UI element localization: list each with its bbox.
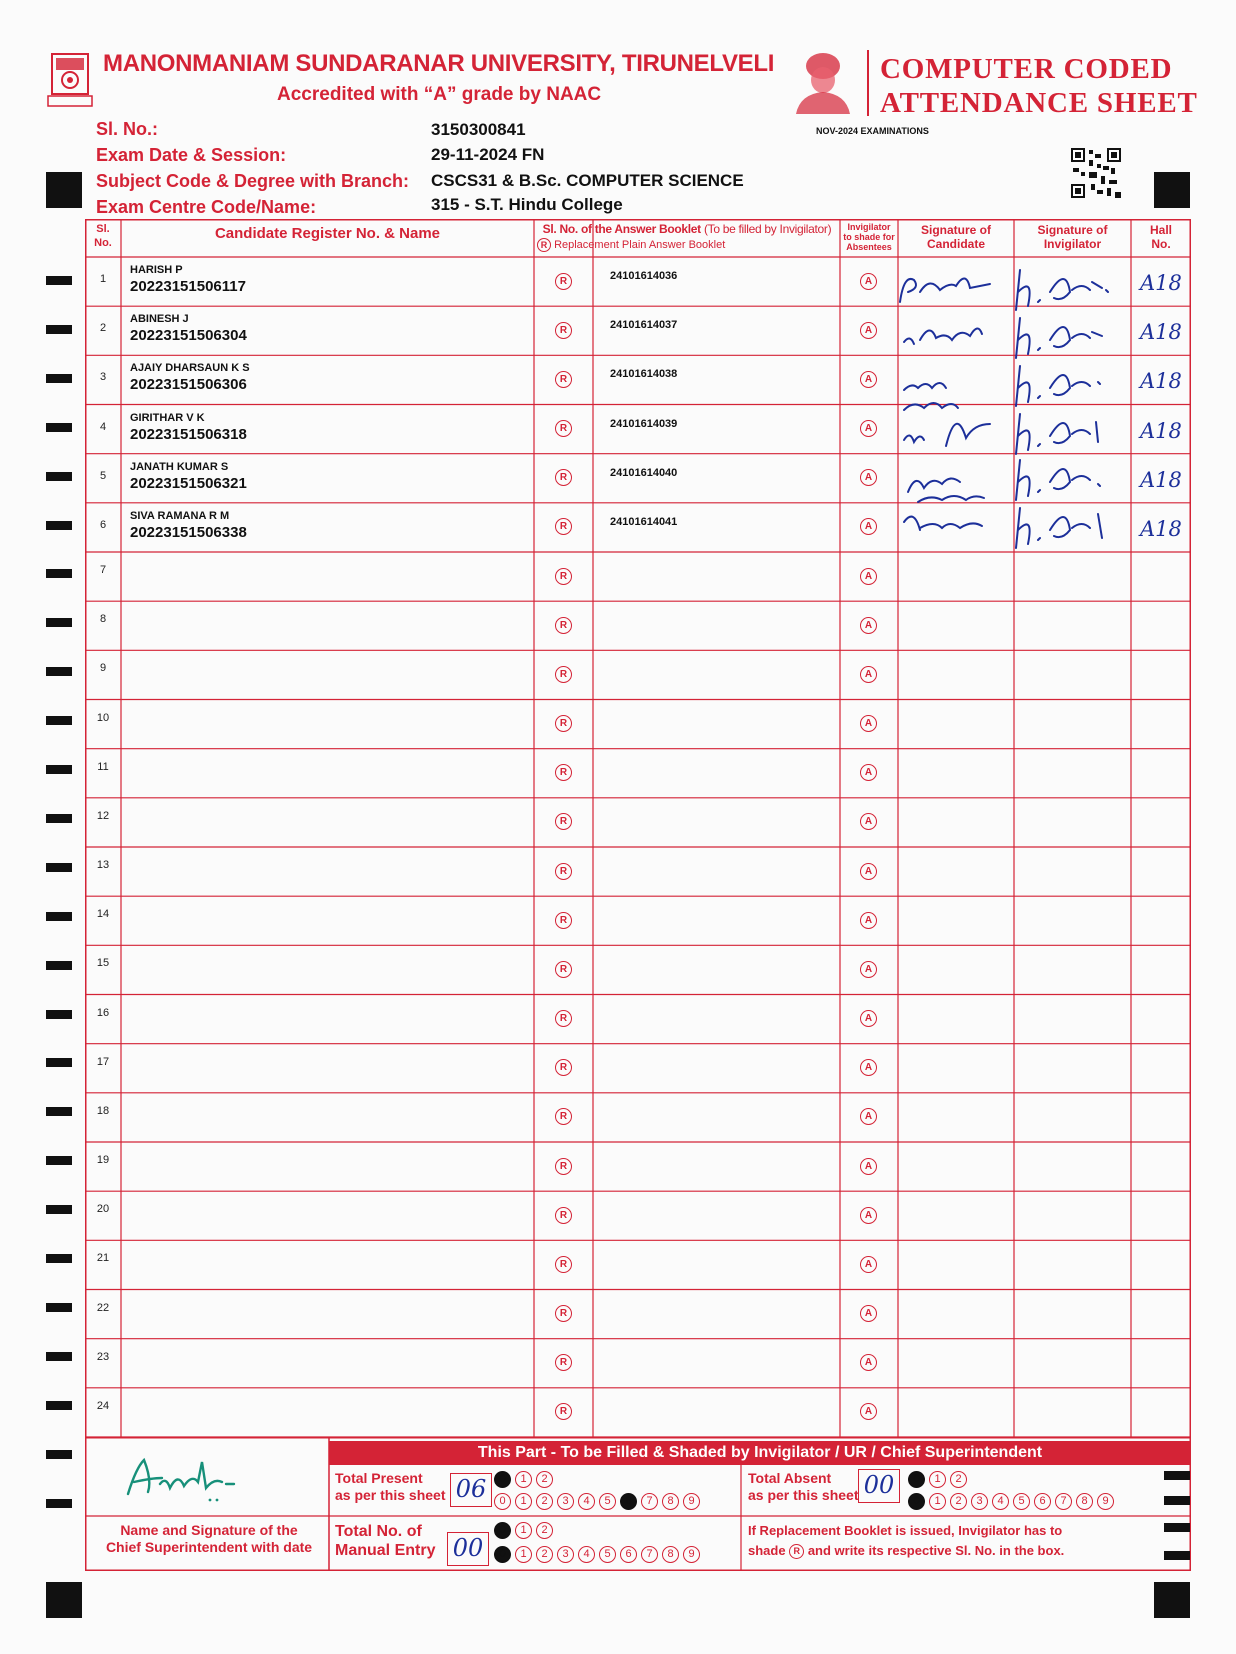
replacement-note-line1: If Replacement Booklet is issued, Invigilator has to bbox=[748, 1523, 1063, 1538]
header-sig-candidate bbox=[898, 223, 1014, 251]
row-number: 7 bbox=[99, 564, 107, 576]
replacement-bubble[interactable]: R bbox=[555, 420, 572, 437]
candidate-name: JANATH KUMAR S bbox=[130, 460, 229, 473]
timing-mark bbox=[46, 521, 72, 530]
absent-label-line1: Total Absent bbox=[748, 1470, 832, 1486]
absentee-bubble[interactable]: A bbox=[860, 1305, 877, 1322]
present-label-line1: Total Present bbox=[335, 1470, 423, 1486]
digit-bubble[interactable]: 2 bbox=[536, 1522, 553, 1539]
timing-mark bbox=[46, 472, 72, 481]
candidate-name: ABINESH J bbox=[130, 313, 189, 326]
digit-bubble[interactable]: 1 bbox=[929, 1471, 946, 1488]
sl-no-label: Sl. No.: bbox=[96, 119, 158, 139]
timing-mark bbox=[46, 1010, 72, 1019]
register-number: 20223151506318 bbox=[130, 425, 247, 443]
header-sl-line1: Sl. bbox=[96, 223, 110, 235]
header-booklet bbox=[534, 222, 840, 236]
header-sl-line2: No. bbox=[94, 237, 112, 249]
manual-label-line1: Total No. of bbox=[335, 1523, 422, 1540]
corner-mark-top-right bbox=[1154, 172, 1190, 208]
digit-bubble[interactable]: 0 bbox=[494, 1471, 511, 1488]
replacement-bubble[interactable]: R bbox=[555, 764, 572, 781]
row-number: 16 bbox=[96, 1006, 110, 1019]
replacement-bubble[interactable]: R bbox=[555, 1108, 572, 1125]
digit-bubble[interactable]: 0 bbox=[908, 1471, 925, 1488]
absentee-bubble[interactable]: A bbox=[860, 1108, 877, 1125]
absentee-bubble[interactable]: A bbox=[860, 469, 877, 486]
corner-mark-top-left bbox=[46, 172, 82, 208]
replacement-note-symbol-icon: R bbox=[789, 1544, 804, 1559]
hall-number: A18 bbox=[1140, 467, 1182, 492]
timing-mark bbox=[46, 423, 72, 432]
timing-mark bbox=[46, 1352, 72, 1361]
chief-superintendent-label bbox=[88, 1522, 330, 1556]
digit-bubble[interactable]: 4 bbox=[578, 1493, 595, 1510]
row-number: 12 bbox=[96, 809, 110, 822]
header-replacement bbox=[537, 238, 837, 252]
register-number: 20223151506321 bbox=[130, 474, 247, 492]
row-number: 19 bbox=[96, 1154, 110, 1166]
hall-number: A18 bbox=[1140, 418, 1182, 443]
header-booklet-title: Sl. No. of the Answer Booklet bbox=[542, 222, 701, 236]
replacement-bubble[interactable]: R bbox=[555, 715, 572, 732]
replacement-bubble[interactable]: R bbox=[555, 617, 572, 634]
header-absent-line1: Invigilator bbox=[847, 222, 891, 232]
hall-number: A18 bbox=[1140, 320, 1182, 345]
candidate-name: HARISH P bbox=[130, 264, 183, 276]
header-sl-no bbox=[85, 222, 121, 250]
timing-mark bbox=[46, 961, 72, 970]
footer-banner: This Part - To be Filled & Shaded by Invigilator / UR / Chief Superintendent bbox=[329, 1441, 1191, 1465]
row-number: 13 bbox=[96, 859, 110, 871]
digit-bubble[interactable]: 6 bbox=[620, 1493, 637, 1510]
absentee-bubble[interactable]: A bbox=[860, 1207, 877, 1224]
timing-mark bbox=[46, 1058, 72, 1067]
header-sig-invigilator bbox=[1014, 223, 1131, 251]
chief-label-line2: Chief Superintendent with date bbox=[105, 1539, 313, 1555]
replacement-note-line2 bbox=[748, 1541, 1064, 1561]
register-number: 20223151506338 bbox=[130, 523, 247, 541]
absentee-bubble[interactable]: A bbox=[860, 518, 877, 535]
header-booklet-note: (To be filled by Invigilator) bbox=[703, 222, 832, 236]
digit-bubble[interactable]: 2 bbox=[536, 1546, 553, 1563]
row-number: 23 bbox=[96, 1350, 110, 1363]
timing-mark bbox=[46, 618, 72, 627]
hall-number: A18 bbox=[1140, 516, 1182, 541]
total-absent-label bbox=[748, 1470, 859, 1504]
exam-date-value: 29-11-2024 FN bbox=[431, 145, 545, 164]
absentee-bubble[interactable]: A bbox=[860, 617, 877, 634]
absentee-bubble[interactable]: A bbox=[860, 961, 877, 978]
hall-number: A18 bbox=[1140, 369, 1182, 394]
digit-bubble[interactable]: 3 bbox=[557, 1546, 574, 1563]
hall-number: A18 bbox=[1140, 271, 1182, 295]
total-present-box[interactable]: 06 bbox=[450, 1473, 492, 1507]
replacement-bubble[interactable]: R bbox=[555, 1059, 572, 1076]
digit-bubble[interactable]: 7 bbox=[641, 1493, 658, 1510]
absentee-bubble[interactable]: A bbox=[860, 863, 877, 880]
sheet-title-line2: ATTENDANCE SHEET bbox=[880, 87, 1198, 119]
header-absent-line3: Absentees bbox=[846, 242, 892, 252]
timing-mark bbox=[46, 667, 72, 676]
header-sigcand-line2: Candidate bbox=[926, 237, 985, 251]
digit-bubble[interactable]: 4 bbox=[992, 1493, 1009, 1510]
exam-date-label: Exam Date & Session: bbox=[96, 145, 287, 165]
timing-mark bbox=[1164, 1551, 1190, 1560]
absentee-bubble[interactable]: A bbox=[860, 813, 877, 830]
replacement-bubble[interactable]: R bbox=[555, 863, 572, 880]
row-number: 17 bbox=[96, 1055, 110, 1068]
manual-entry-box[interactable]: 00 bbox=[447, 1532, 489, 1566]
row-number: 5 bbox=[99, 469, 107, 482]
handwritten-signatures bbox=[890, 262, 1200, 562]
founder-portrait bbox=[792, 50, 854, 114]
total-present-label bbox=[335, 1470, 446, 1504]
candidate-name: SIVA RAMANA R M bbox=[130, 509, 230, 522]
chief-label-line1: Name and Signature of the bbox=[120, 1522, 298, 1538]
replacement-bubble[interactable]: R bbox=[555, 1403, 572, 1420]
absentee-bubble[interactable]: A bbox=[860, 1354, 877, 1371]
university-logo bbox=[46, 52, 94, 110]
digit-bubble[interactable]: 0 bbox=[494, 1493, 511, 1510]
title-divider bbox=[867, 50, 869, 116]
absentee-bubble[interactable]: A bbox=[860, 666, 877, 683]
digit-bubble[interactable]: 6 bbox=[620, 1546, 637, 1563]
timing-mark bbox=[46, 374, 72, 383]
row-number: 24 bbox=[96, 1399, 110, 1412]
digit-bubble[interactable]: 1 bbox=[515, 1493, 532, 1510]
accreditation-text: Accredited with “A” grade by NAAC bbox=[277, 84, 602, 105]
register-number: 20223151506117 bbox=[130, 278, 246, 295]
replacement-bubble[interactable]: R bbox=[555, 813, 572, 830]
replacement-bubble[interactable]: R bbox=[555, 371, 572, 388]
digit-bubble[interactable]: 9 bbox=[1097, 1493, 1114, 1510]
replacement-bubble[interactable]: R bbox=[555, 273, 572, 290]
absentee-bubble[interactable]: A bbox=[860, 1158, 877, 1175]
centre-label: Exam Centre Code/Name: bbox=[96, 197, 317, 217]
replacement-bubble[interactable]: R bbox=[555, 1010, 572, 1027]
header-absent-line2: to shade for bbox=[843, 232, 895, 242]
digit-bubble[interactable]: 3 bbox=[557, 1493, 574, 1510]
replacement-bubble[interactable]: R bbox=[555, 1305, 572, 1322]
absentee-bubble[interactable]: A bbox=[860, 1010, 877, 1027]
answer-booklet-number: 24101614040 bbox=[610, 466, 678, 479]
digit-bubble[interactable]: 1 bbox=[515, 1522, 532, 1539]
digit-bubble[interactable]: 9 bbox=[683, 1493, 700, 1510]
qr-code bbox=[1071, 148, 1121, 198]
row-number: 20 bbox=[96, 1203, 110, 1216]
corner-mark-bottom-left bbox=[46, 1582, 82, 1618]
row-number: 4 bbox=[99, 420, 107, 433]
absent-label-line2: as per this sheet bbox=[748, 1487, 859, 1503]
absentee-bubble[interactable]: A bbox=[860, 1059, 877, 1076]
timing-mark bbox=[46, 814, 72, 823]
digit-bubble[interactable]: 9 bbox=[683, 1546, 700, 1563]
replacement-note-rest: and write its respective Sl. No. in the box. bbox=[807, 1543, 1065, 1558]
answer-booklet-number: 24101614037 bbox=[610, 319, 678, 332]
header-siginv-line1: Signature of bbox=[1037, 223, 1108, 237]
row-number: 10 bbox=[96, 711, 110, 724]
absent-tens-bubbles[interactable] bbox=[908, 1469, 971, 1488]
digit-bubble[interactable]: 5 bbox=[599, 1546, 616, 1563]
timing-mark bbox=[46, 1450, 72, 1459]
row-number: 21 bbox=[96, 1252, 110, 1265]
timing-mark bbox=[46, 716, 72, 725]
replacement-bubble[interactable]: R bbox=[555, 1207, 572, 1224]
manual-entry-label bbox=[335, 1522, 435, 1560]
row-number: 1 bbox=[99, 273, 107, 285]
row-number: 11 bbox=[97, 760, 109, 773]
header-hall bbox=[1131, 223, 1191, 251]
candidate-name: AJAIY DHARSAUN K S bbox=[130, 362, 250, 375]
replacement-bubble[interactable]: R bbox=[555, 1256, 572, 1273]
header-absentees bbox=[840, 222, 898, 252]
timing-mark bbox=[46, 1205, 72, 1214]
row-number: 2 bbox=[99, 322, 107, 335]
replacement-bubble[interactable]: R bbox=[555, 518, 572, 535]
present-tens-bubbles[interactable] bbox=[494, 1469, 557, 1488]
row-number: 3 bbox=[99, 371, 107, 384]
present-units-bubbles[interactable] bbox=[494, 1491, 704, 1510]
header-siginv-line2: Invigilator bbox=[1043, 237, 1102, 251]
row-number: 14 bbox=[96, 908, 110, 921]
replacement-note-shade: shade bbox=[748, 1543, 786, 1558]
timing-mark bbox=[1164, 1496, 1190, 1505]
digit-bubble[interactable]: 5 bbox=[599, 1493, 616, 1510]
timing-mark bbox=[46, 1499, 72, 1508]
total-absent-box[interactable]: 00 bbox=[858, 1469, 900, 1503]
absentee-bubble[interactable]: A bbox=[860, 371, 877, 388]
absentee-bubble[interactable]: A bbox=[860, 420, 877, 437]
digit-bubble[interactable]: 8 bbox=[662, 1546, 679, 1563]
digit-bubble[interactable]: 6 bbox=[1034, 1493, 1051, 1510]
timing-mark bbox=[46, 276, 72, 285]
centre-value: 315 - S.T. Hindu College bbox=[431, 195, 623, 214]
present-label-line2: as per this sheet bbox=[335, 1487, 446, 1503]
absentee-bubble[interactable]: A bbox=[860, 912, 877, 929]
timing-mark bbox=[46, 1254, 72, 1263]
replacement-bubble[interactable]: R bbox=[555, 568, 572, 585]
answer-booklet-number: 24101614039 bbox=[610, 417, 678, 430]
row-number: 8 bbox=[99, 613, 107, 626]
timing-mark bbox=[46, 569, 72, 578]
manual-units-bubbles[interactable] bbox=[494, 1544, 704, 1563]
digit-bubble[interactable]: 4 bbox=[578, 1546, 595, 1563]
digit-bubble[interactable]: 8 bbox=[1076, 1493, 1093, 1510]
digit-bubble[interactable]: 7 bbox=[641, 1546, 658, 1563]
replacement-symbol-icon: R bbox=[537, 238, 551, 252]
answer-booklet-number: 24101614036 bbox=[610, 270, 678, 282]
timing-mark bbox=[1164, 1523, 1190, 1532]
digit-bubble[interactable]: 2 bbox=[950, 1471, 967, 1488]
row-number: 9 bbox=[99, 662, 107, 675]
header-candidate: Candidate Register No. & Name bbox=[214, 225, 441, 242]
absentee-bubble[interactable]: A bbox=[860, 764, 877, 781]
digit-bubble[interactable]: 1 bbox=[515, 1471, 532, 1488]
answer-booklet-number: 24101614038 bbox=[610, 368, 678, 381]
candidate-name: GIRITHAR V K bbox=[130, 411, 205, 424]
absentee-bubble[interactable]: A bbox=[860, 273, 877, 290]
replacement-bubble[interactable]: R bbox=[555, 1158, 572, 1175]
absentee-bubble[interactable]: A bbox=[860, 1256, 877, 1273]
exam-session-label: NOV-2024 EXAMINATIONS bbox=[816, 126, 929, 136]
timing-mark bbox=[46, 912, 72, 921]
register-number: 20223151506304 bbox=[130, 327, 247, 345]
subject-label: Subject Code & Degree with Branch: bbox=[96, 171, 410, 191]
manual-label-line2: Manual Entry bbox=[335, 1542, 436, 1559]
digit-bubble[interactable]: 5 bbox=[1013, 1493, 1030, 1510]
chief-superintendent-signature bbox=[122, 1448, 262, 1506]
replacement-bubble[interactable]: R bbox=[555, 666, 572, 683]
digit-bubble[interactable]: 0 bbox=[908, 1493, 925, 1510]
timing-mark bbox=[46, 863, 72, 872]
header-replacement-text: Replacement Plain Answer Booklet bbox=[554, 239, 726, 251]
replacement-bubble[interactable]: R bbox=[555, 322, 572, 339]
row-number: 22 bbox=[96, 1301, 110, 1314]
replacement-note bbox=[748, 1521, 1064, 1561]
digit-bubble[interactable]: 0 bbox=[494, 1546, 511, 1563]
header-hall-line1: Hall bbox=[1149, 223, 1172, 237]
absentee-bubble[interactable]: A bbox=[860, 715, 877, 732]
register-number: 20223151506306 bbox=[130, 376, 247, 394]
header-sigcand-line1: Signature of bbox=[920, 223, 991, 237]
absent-units-bubbles[interactable] bbox=[908, 1491, 1118, 1510]
row-number: 6 bbox=[99, 518, 107, 531]
digit-bubble[interactable]: 0 bbox=[494, 1522, 511, 1539]
row-number: 15 bbox=[96, 957, 110, 970]
row-number: 18 bbox=[96, 1104, 110, 1117]
digit-bubble[interactable]: 1 bbox=[929, 1493, 946, 1510]
timing-mark bbox=[1164, 1471, 1190, 1480]
timing-mark bbox=[46, 1107, 72, 1116]
digit-bubble[interactable]: 3 bbox=[971, 1493, 988, 1510]
sheet-title-line1: COMPUTER CODED bbox=[880, 53, 1173, 85]
absentee-bubble[interactable]: A bbox=[860, 322, 877, 339]
timing-mark bbox=[46, 1156, 72, 1165]
absentee-bubble[interactable]: A bbox=[860, 568, 877, 585]
digit-bubble[interactable]: 2 bbox=[536, 1471, 553, 1488]
answer-booklet-number: 24101614041 bbox=[610, 515, 678, 528]
digit-bubble[interactable]: 2 bbox=[950, 1493, 967, 1510]
replacement-bubble[interactable]: R bbox=[555, 1354, 572, 1371]
absentee-bubble[interactable]: A bbox=[860, 1403, 877, 1420]
sheet-title bbox=[880, 52, 1198, 120]
digit-bubble[interactable]: 8 bbox=[662, 1493, 679, 1510]
replacement-bubble[interactable]: R bbox=[555, 961, 572, 978]
sl-no-value: 3150300841 bbox=[431, 120, 526, 139]
timing-mark bbox=[46, 765, 72, 774]
digit-bubble[interactable]: 7 bbox=[1055, 1493, 1072, 1510]
timing-mark bbox=[46, 325, 72, 334]
manual-tens-bubbles[interactable] bbox=[494, 1520, 557, 1539]
timing-mark bbox=[46, 1303, 72, 1312]
digit-bubble[interactable]: 2 bbox=[536, 1493, 553, 1510]
timing-mark bbox=[46, 1401, 72, 1410]
university-name: MANONMANIAM SUNDARANAR UNIVERSITY, TIRUNELVELI bbox=[103, 50, 775, 77]
corner-mark-bottom-right bbox=[1154, 1582, 1190, 1618]
header-hall-line2: No. bbox=[1151, 237, 1171, 251]
digit-bubble[interactable]: 1 bbox=[515, 1546, 532, 1563]
replacement-bubble[interactable]: R bbox=[555, 469, 572, 486]
replacement-bubble[interactable]: R bbox=[555, 912, 572, 929]
subject-value: CSCS31 & B.Sc. COMPUTER SCIENCE bbox=[431, 171, 744, 190]
